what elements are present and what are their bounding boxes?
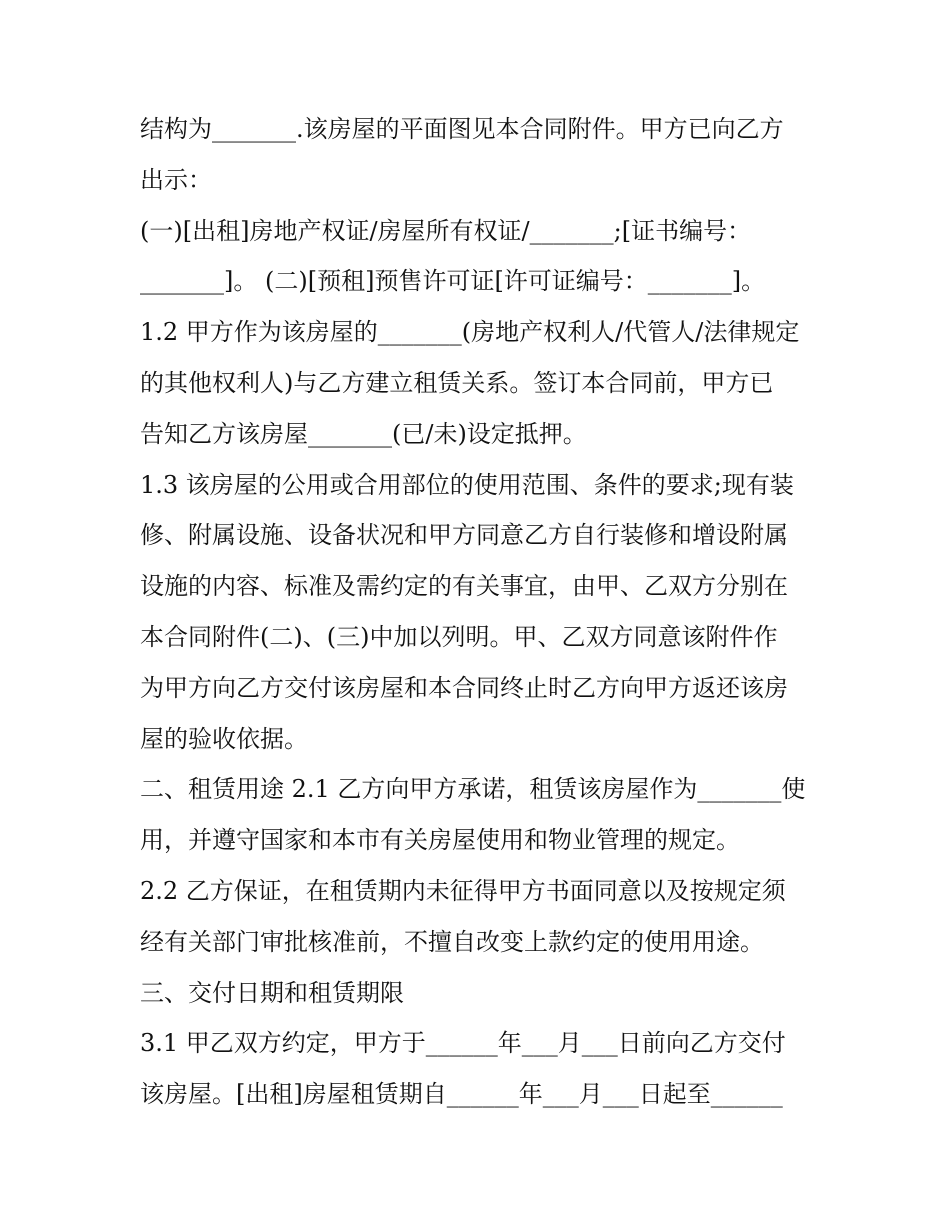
- text-line: 本合同附件(二)、(三)中加以列明。甲、乙双方同意该附件作: [140, 622, 778, 651]
- text-line: 1.2 甲方作为该房屋的_______(房地产权利人/代管人/法律规定: [140, 318, 800, 347]
- text-line: 的其他权利人)与乙方建立租赁关系。签订本合同前，甲方已: [140, 368, 774, 397]
- text-line: 为甲方向乙方交付该房屋和本合同终止时乙方向甲方返还该房: [140, 673, 788, 702]
- text-line: 3.1 甲乙双方约定，甲方于______年___月___日前向乙方交付: [140, 1029, 786, 1058]
- text-line: 出示：: [140, 165, 212, 194]
- text-line: 屋的验收依据。: [140, 724, 308, 753]
- contract-text-block: [140, 104, 820, 1120]
- text-line: 修、附属设施、设备状况和甲方同意乙方自行装修和增设附属: [140, 521, 788, 550]
- text-line: 用，并遵守国家和本市有关房屋使用和物业管理的规定。: [140, 826, 740, 855]
- text-line: (一)[出租]房地产权证/房屋所有权证/_______;[证书编号：: [140, 216, 752, 245]
- text-line: 该房屋。[出租]房屋租赁期自______年___月___日起至______: [140, 1080, 783, 1109]
- text-line: 设施的内容、标准及需约定的有关事宜，由甲、乙双方分别在: [140, 572, 788, 601]
- text-line: 1.3 该房屋的公用或合用部位的使用范围、条件的要求;现有装: [140, 470, 794, 499]
- text-line: _______]。 (二)[预租]预售许可证[许可证编号：_______]。: [140, 267, 766, 296]
- text-line: 经有关部门审批核准前，不擅自改变上款约定的使用用途。: [140, 927, 764, 956]
- text-line: 三、交付日期和租赁期限: [140, 978, 404, 1007]
- text-line: 2.2 乙方保证，在租赁期内未征得甲方书面同意以及按规定须: [140, 876, 786, 905]
- text-line: 二、租赁用途 2.1 乙方向甲方承诺，租赁该房屋作为_______使: [140, 775, 806, 804]
- text-line: 结构为_______.该房屋的平面图见本合同附件。甲方已向乙方: [140, 115, 784, 143]
- text-line: 告知乙方该房屋_______(已/未)设定抵押。: [140, 419, 587, 448]
